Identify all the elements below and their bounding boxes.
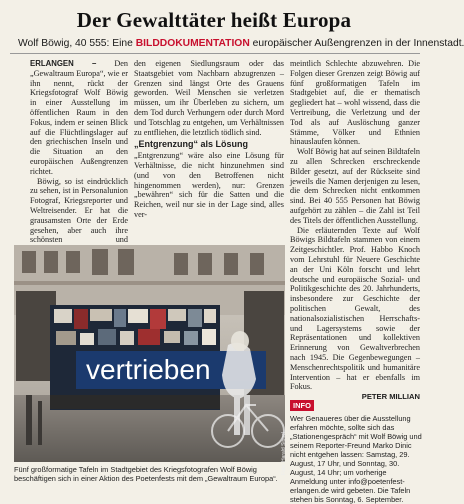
paragraph: den eigenen Siedlungsraum oder das Staatsgebiet vom Nachbarn abzugrenzen – Grenzen sind längst Orte des Grauens geworden. Weil Menschen sie verletzen müssen, um ihr Überleben zu sichern, um dem Tod durch Verhungern oder durch Mord und Totschlag zu entgehen, um Verhältnissen zu entfliehen, die letztlich tödlich sind.: [134, 59, 284, 137]
photo-credit: Foto: Harald Sippel: [281, 432, 287, 475]
paragraph: Die erläuternden Texte auf Wolf Böwigs Bildtafeln stammen von einem Zeitgeschichtler. Prof. Habbo Knoch vom Lehrstuhl für Neuere Geschichte an der Uni Köln forscht und lehrt deutsche und europäische Sozial- und Politikgeschichte des 20. Jahrhunderts, insbesondere zur Geschichte der politischen Gewalt, des nationalsozialistischen Herrschafts- und Lagersystems sowie der Repräsentationen und kollektiven Erinnerung von Gewaltverbrechen nach 1945. Die Gegenbewegungen – Menschenrechtspolitik und humanitäre Intervention – hat er ebenfalls im Fokus.: [290, 225, 420, 392]
paragraph: Wolf Böwig hat auf seinen Bildtafeln zu allen Schrecken erschreckende Bilder gesetzt, auf der Rückseite sind jeweils die Namen derjenigen zu lesen, die dem Schrecken nicht entkommen sind. Bei 40 555 Personen hat Böwig aufgehört zu zählen – die Zahl ist Teil des Titels der öffentlichen Ausstellung.: [290, 147, 420, 225]
subheading: „Entgrenzung“ als Lösung: [134, 139, 248, 150]
banner-text: vertrieben: [86, 354, 211, 385]
paragraph-text: Den „Gewaltraum Europa“, wie er ihn nennt, rückt der Kriegsfotograf Wolf Böwig in einer Ausstellung im öffentlichen Raum in den Fokus, indem er seinen Blick auf die Flüchtlingslager auf den griechischen Inseln und die Situation an den europäischen Außengrenzen richtet.: [30, 59, 128, 176]
subline-end: europäischer Außengrenzen in der Innenstadt.: [249, 38, 464, 49]
paragraph: „Entgrenzung“ wäre also eine Lösung für Verhältnisse, die nicht hinzunehmen sind (und von den Betroffenen nicht hingenommen werden), nur: Grenzen „bewähren“ sich für die Satten und die Reichen, weil nur sie in der Lage sind, alles ver-: [134, 151, 284, 219]
subline-highlight: BILDDOKUMENTATION: [135, 38, 250, 49]
dateline: ERLANGEN –: [30, 59, 97, 68]
paragraph: [30, 59, 128, 177]
info-text: Wer Genaueres über die Ausstellung erfahren möchte, sollte sich das „Stationengespräch“ mit Wolf Böwig und seinem Reporter-Freund Marko Dinic nicht entgehen lassen: Samstag, 29. August, 17 Uhr, und Sonntag, 30. August, 14 Uhr; um vorherige Anmeldung unter info@poetenfest-erlangen.de wird gebeten. Die Tafeln stehen bis Sonntag, 6. September.: [290, 414, 422, 504]
street-scene-illustration: [14, 245, 285, 462]
info-box: [290, 395, 422, 504]
headline: Der Gewalttäter heißt Europa: [76, 8, 352, 32]
header-divider: [10, 53, 420, 54]
author-byline: PETER MILLIAN: [361, 392, 420, 402]
article-column-3: [290, 59, 420, 402]
photo-caption: Fünf großformatige Tafeln im Stadtgebiet des Kriegsfotografen Wolf Böwig beschäftigen sich in einer Aktion des Poetenfests mit dem „Gewaltraum Europa“.: [14, 465, 278, 483]
article-column-2: [134, 59, 284, 220]
paragraph: meintlich Schlechte abzuwehren. Die Folgen dieser Grenzen zeigt Böwig auf fünf großformatigen Tafeln im Stadtgebiet auf, die er thematisch gegliedert hat – wohl wissend, dass die Vertreibung, die Verletzung und der Tod als auf Auslöschung ganzer Stämme, Völker und Ethnien hinauslaufen können.: [290, 59, 420, 147]
paragraph: Böwig, so ist eindrücklich zu sehen, ist in Personalunion Fotograf, Kriegsreporter und Weltreisender. Er hat die grausamsten Orte der Erde gesehen, aber auch ihre schönsten und: [30, 176, 128, 245]
subline: [18, 38, 464, 49]
subline-start: Wolf Böwig, 40 555: Eine: [18, 38, 136, 49]
info-tag: INFO: [290, 400, 314, 411]
